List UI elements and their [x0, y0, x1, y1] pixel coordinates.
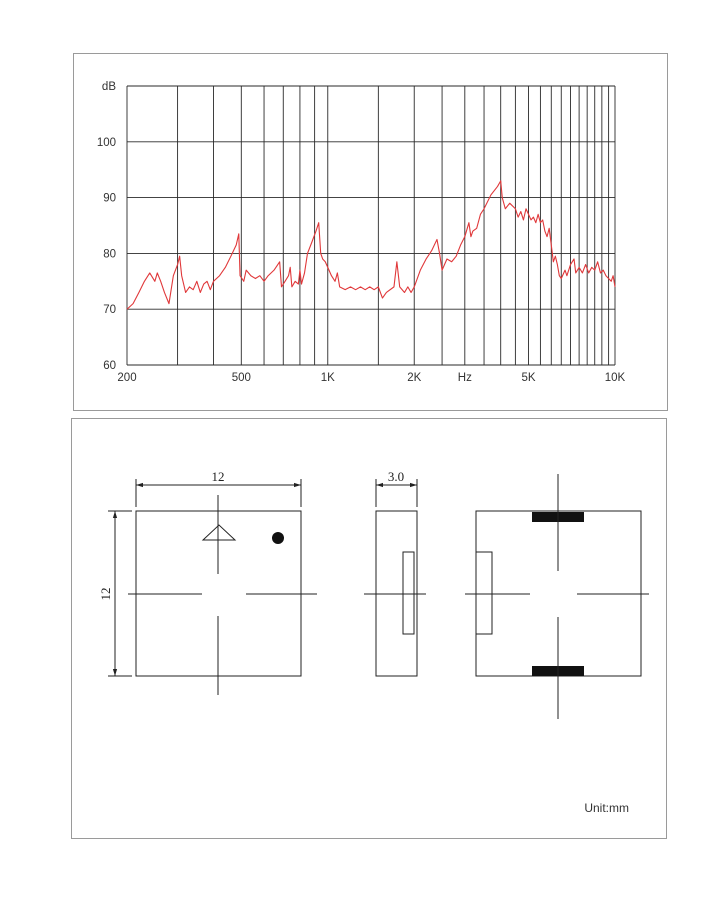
front-view: [98, 469, 317, 695]
triangle-icon: [203, 525, 235, 540]
unit-label: Unit:mm: [584, 801, 629, 815]
series-layer: [127, 181, 615, 309]
dimension-drawing-panel: [71, 418, 667, 839]
height-dimension-label: 12: [98, 587, 113, 601]
x-tick-label: Hz: [457, 372, 472, 384]
y-tick-label: 90: [103, 192, 116, 205]
side-view-terminal: [403, 552, 414, 634]
polarity-dot-icon: [272, 532, 284, 544]
x-tick-label: 5K: [521, 372, 536, 384]
x-tick-label: 1K: [320, 372, 335, 384]
width-dimension-label: 12: [211, 469, 225, 484]
x-tick-label: 10K: [604, 372, 626, 384]
grid: [127, 86, 615, 365]
y-tick-label: 60: [103, 360, 116, 372]
frequency-response-chart: [74, 54, 669, 412]
x-tick-label: 2K: [407, 372, 422, 384]
y-tick-label: 70: [103, 304, 116, 317]
x-tick-label: 500: [231, 372, 251, 384]
dimension-drawing: [72, 419, 668, 840]
tick-labels: [97, 81, 626, 384]
y-tick-label: 80: [103, 248, 116, 261]
frequency-response-line: [127, 181, 615, 309]
y-tick-label: 100: [96, 136, 116, 149]
x-tick-label: 200: [117, 372, 137, 384]
frequency-response-panel: [73, 53, 668, 411]
thickness-dimension-label: 3.0: [387, 469, 405, 484]
side-view: [364, 469, 426, 676]
y-tick-label: dB: [101, 81, 116, 93]
bottom-view-side-terminal: [476, 552, 492, 634]
bottom-view: [465, 474, 649, 719]
